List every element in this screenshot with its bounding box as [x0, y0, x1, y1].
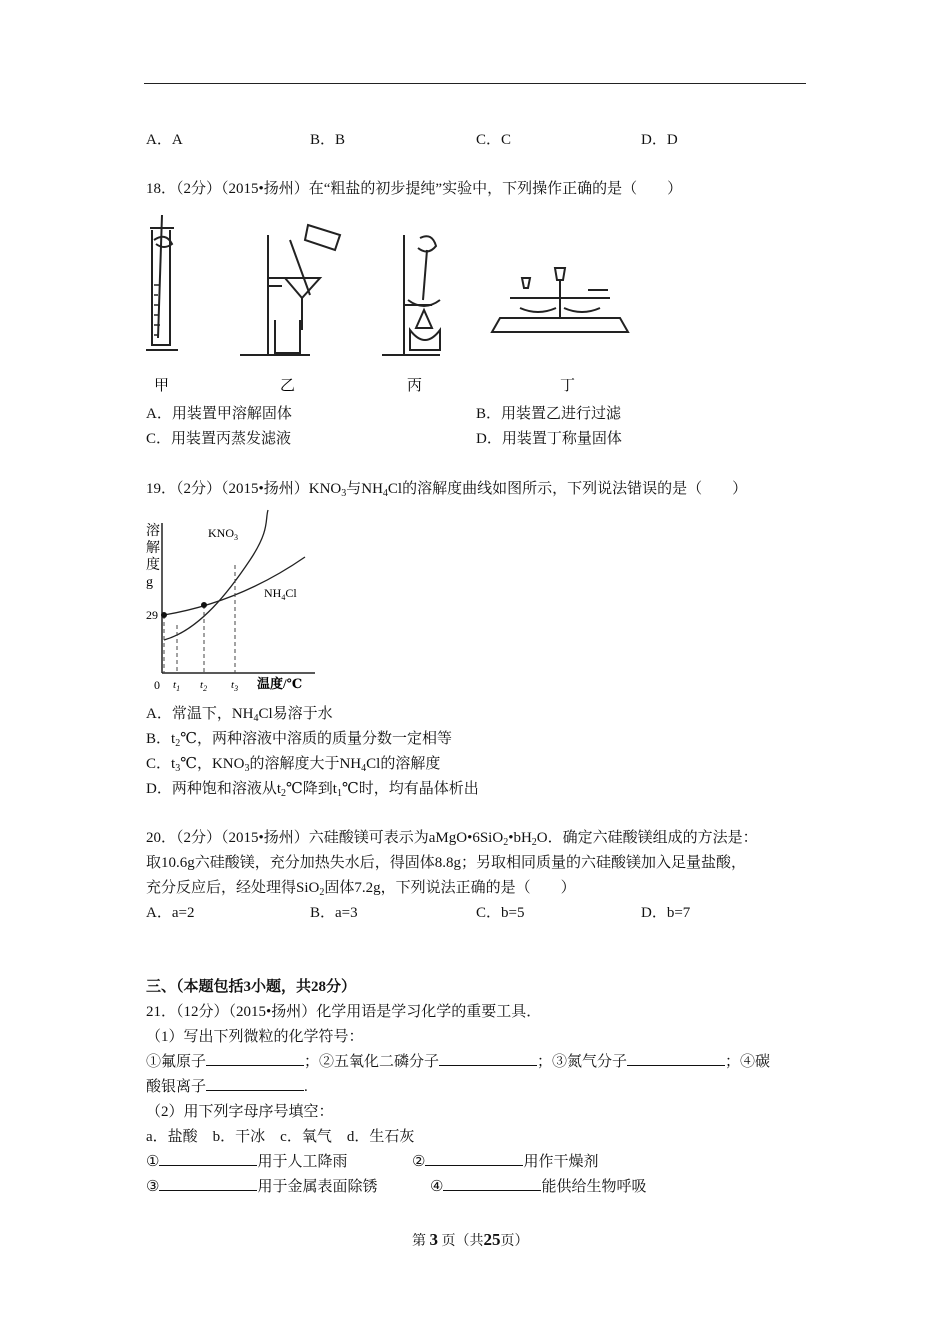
- point-29: [161, 612, 167, 618]
- figure-label-yi: 乙: [280, 378, 296, 394]
- q21-row2-right: ④ 能供给生物呼吸: [430, 1175, 646, 1196]
- q18-option-c[interactable]: C．用装置丙蒸发滤液: [146, 431, 292, 447]
- x-tick-t1: $t_1$: [173, 679, 181, 693]
- y-axis-label-1: 溶: [146, 524, 160, 539]
- answer-blank[interactable]: [206, 1076, 304, 1091]
- q20-stem-line2: 取10.6g六硅酸镁，充分加热失水后，得固体8.8g；另取相同质量的六硅酸镁加入足量盐酸，: [146, 855, 747, 871]
- q19-option-c[interactable]: C．$t_3℃$，$KNO_3$的溶解度大于$NH_4Cl$的溶解度: [146, 756, 441, 774]
- q20-stem-line3: 充分反应后，经处理得SiO$_2$固体7.2g，下列说法正确的是（ ）: [146, 880, 576, 898]
- q20-stem-line1: 20．（2分）（2015•扬州）六硅酸镁可表示为$aMgO•6SiO_2•bH_2O$．确定六硅酸镁组成的方法是：: [146, 830, 758, 848]
- q21-part1: （1）写出下列微粒的化学符号：: [146, 1029, 364, 1045]
- q21-choices: a．盐酸 b．干冰 c．氧气 d．生石灰: [146, 1129, 415, 1145]
- q17-option-a[interactable]: A．A: [146, 132, 183, 148]
- q18-option-b[interactable]: B．用装置乙进行过滤: [476, 406, 622, 422]
- point-intersection: [201, 602, 207, 608]
- x-tick-t3: $t_3$: [231, 679, 239, 693]
- q19-stem: 19．（2分）（2015•扬州）$KNO_3$与$NH_4Cl$的溶解度曲线如图所示，下列说法错误的是（ ）: [146, 481, 748, 499]
- q20-option-d[interactable]: D．b=7: [641, 905, 691, 921]
- q21-part1-line: ①氟原子 ；②五氧化二磷分子 ；③氮气分子 ；④碳: [146, 1050, 770, 1071]
- q21-row2-left: ③ 用于金属表面除锈: [146, 1175, 377, 1196]
- y-tick-29: 29: [146, 608, 158, 622]
- legend-kno3: $KNO_3$: [208, 526, 238, 542]
- section-heading: 三、（本题包括3小题，共28分）: [146, 979, 357, 995]
- q20-option-a[interactable]: A．a=2: [146, 905, 195, 921]
- q20-option-c[interactable]: C．b=5: [476, 905, 525, 921]
- q18-stem: 18．（2分）（2015•扬州）在“粗盐的初步提纯”实验中，下列操作正确的是（ ）: [146, 181, 683, 197]
- x-axis-label: 温度/℃: [257, 676, 303, 691]
- answer-blank[interactable]: [159, 1176, 257, 1191]
- answer-blank[interactable]: [439, 1051, 537, 1066]
- q17-option-c[interactable]: C．C: [476, 132, 512, 148]
- q21-part2: （2）用下列字母序号填空：: [146, 1104, 334, 1120]
- q17-option-d[interactable]: D．D: [641, 132, 678, 148]
- q18-option-d[interactable]: D．用装置丁称量固体: [476, 431, 622, 447]
- page-footer: 第 3 页（共25页）: [412, 1230, 529, 1249]
- answer-blank[interactable]: [443, 1176, 541, 1191]
- answer-blank[interactable]: [206, 1051, 304, 1066]
- q19-option-b[interactable]: B．$t_2℃$，两种溶液中溶质的质量分数一定相等: [146, 731, 452, 749]
- q18-option-a[interactable]: A．用装置甲溶解固体: [146, 406, 292, 422]
- y-axis-label-3: 度: [146, 558, 160, 573]
- figure-label-jia: 甲: [154, 378, 170, 394]
- figure-label-bing: 丙: [407, 378, 423, 394]
- y-axis-label-4: g: [146, 575, 153, 590]
- q19-option-d[interactable]: D．两种饱和溶液从$t_2℃$降到$t_1℃$时，均有晶体析出: [146, 781, 479, 799]
- apparatus-evaporation-icon: [382, 235, 440, 355]
- q21-row1-left: ① 用于人工降雨: [146, 1150, 347, 1171]
- q17-option-b[interactable]: B．B: [310, 132, 346, 148]
- apparatus-balance-icon: [492, 268, 628, 332]
- apparatus-cylinder-icon: [146, 215, 178, 350]
- y-axis-label-2: 解: [146, 541, 160, 556]
- q19-option-a[interactable]: A．常温下，$NH_4Cl$易溶于水: [146, 706, 333, 724]
- q18-apparatus-figure: [140, 210, 640, 400]
- answer-blank[interactable]: [159, 1151, 257, 1166]
- figure-label-ding: 丁: [560, 378, 576, 394]
- q21-stem: 21．（12分）（2015•扬州）化学用语是学习化学的重要工具．: [146, 1004, 542, 1020]
- x-tick-t2: $t_2$: [200, 679, 208, 693]
- q21-part1-line2: 酸银离子 .: [146, 1075, 308, 1096]
- q20-option-b[interactable]: B．a=3: [310, 905, 358, 921]
- answer-blank[interactable]: [627, 1051, 725, 1066]
- answer-blank[interactable]: [425, 1151, 523, 1166]
- solubility-chart: [140, 505, 330, 695]
- q21-row1-right: ② 用作干燥剂: [412, 1150, 598, 1171]
- header-rule: [144, 83, 806, 84]
- apparatus-filter-icon: [240, 225, 340, 355]
- origin-label: 0: [154, 678, 160, 692]
- legend-nh4cl: $NH_4Cl$: [264, 586, 297, 602]
